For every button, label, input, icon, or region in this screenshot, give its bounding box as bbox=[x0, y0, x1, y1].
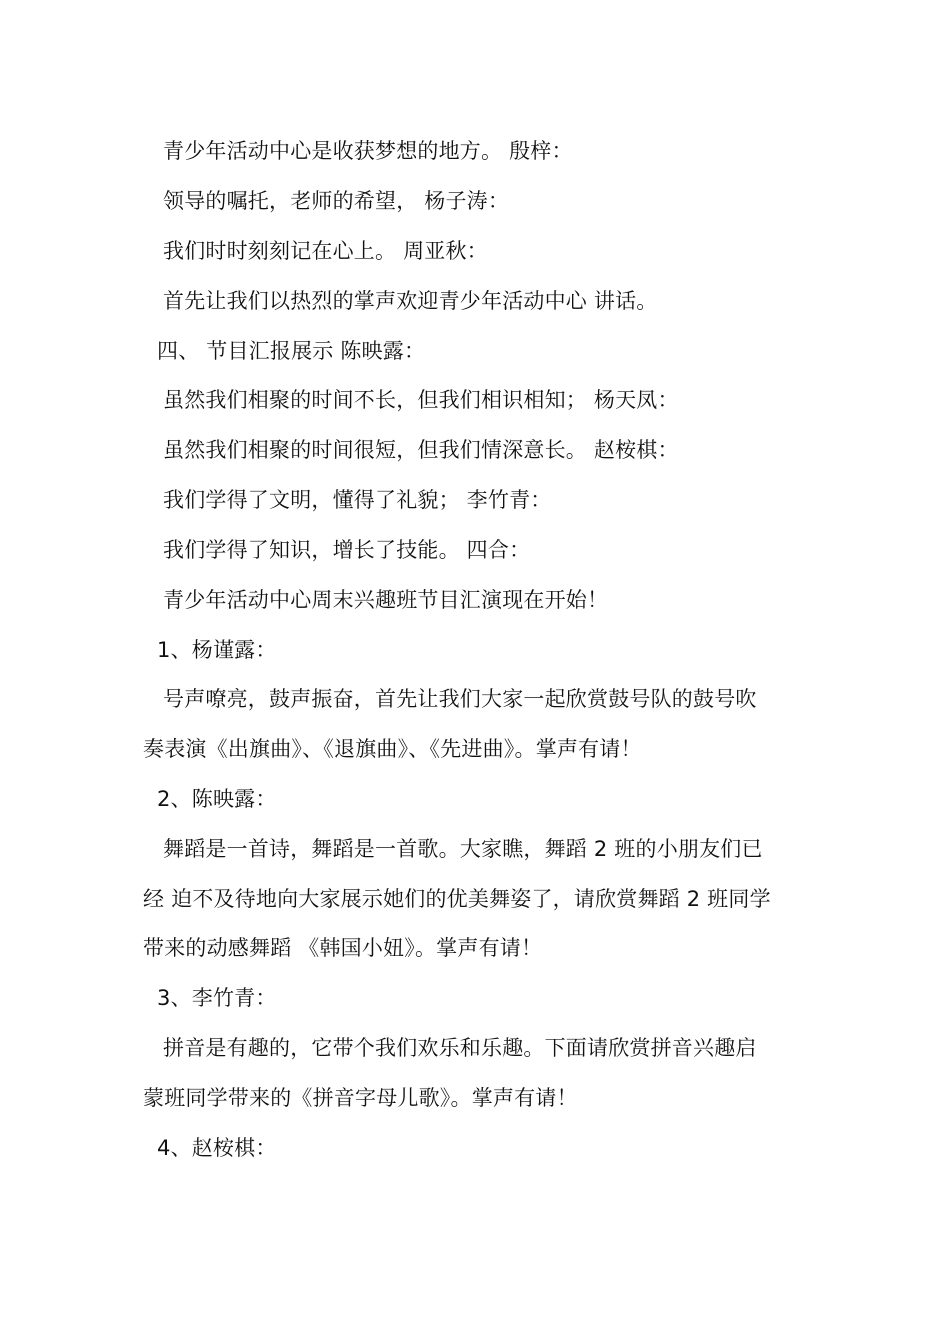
text-line: 青少年活动中心是收获梦想的地方。 殷梓： bbox=[163, 139, 573, 163]
text-line: 奏表演《出旗曲》、《退旗曲》、《先进曲》。掌声有请！ bbox=[143, 737, 642, 761]
text-line: 虽然我们相聚的时间很短，但我们情深意长。 赵桉棋： bbox=[163, 438, 679, 462]
text-line: 青少年活动中心周末兴趣班节目汇演现在开始！ bbox=[163, 588, 609, 612]
text-line: 蒙班同学带来的《拼音字母儿歌》。掌声有请！ bbox=[143, 1086, 578, 1110]
text-line: 带来的动感舞蹈 《韩国小妞》。掌声有请！ bbox=[143, 936, 543, 960]
text-line: 我们学得了知识，增长了技能。 四合： bbox=[163, 538, 531, 562]
text-line: 虽然我们相聚的时间不长，但我们相识相知； 杨天凤： bbox=[163, 388, 679, 412]
numbered-speaker: 4、赵桉棋： bbox=[157, 1136, 277, 1160]
text-line: 拼音是有趣的，它带个我们欢乐和乐趣。下面请欣赏拼音兴趣启 bbox=[163, 1036, 757, 1060]
text-line: 我们学得了文明，懂得了礼貌； 李竹青： bbox=[163, 488, 552, 512]
numbered-speaker: 1、杨谨露： bbox=[157, 638, 277, 662]
section-heading: 四、 节目汇报展示 陈映露： bbox=[157, 339, 426, 363]
text-line: 经 迫不及待地向大家展示她们的优美舞姿了，请欣赏舞蹈 2 班同学 bbox=[143, 887, 771, 911]
text-line: 我们时时刻刻记在心上。 周亚秋： bbox=[163, 239, 488, 263]
text-line: 首先让我们以热烈的掌声欢迎青少年活动中心 讲话。 bbox=[163, 289, 658, 313]
numbered-speaker: 3、李竹青： bbox=[157, 986, 277, 1010]
numbered-speaker: 2、陈映露： bbox=[157, 787, 277, 811]
text-line: 号声嘹亮，鼓声振奋，首先让我们大家一起欣赏鼓号队的鼓号吹 bbox=[163, 687, 757, 711]
text-line: 领导的嘱托，老师的希望， 杨子涛： bbox=[163, 189, 510, 213]
text-line: 舞蹈是一首诗，舞蹈是一首歌。大家瞧，舞蹈 2 班的小朋友们已 bbox=[163, 837, 763, 861]
